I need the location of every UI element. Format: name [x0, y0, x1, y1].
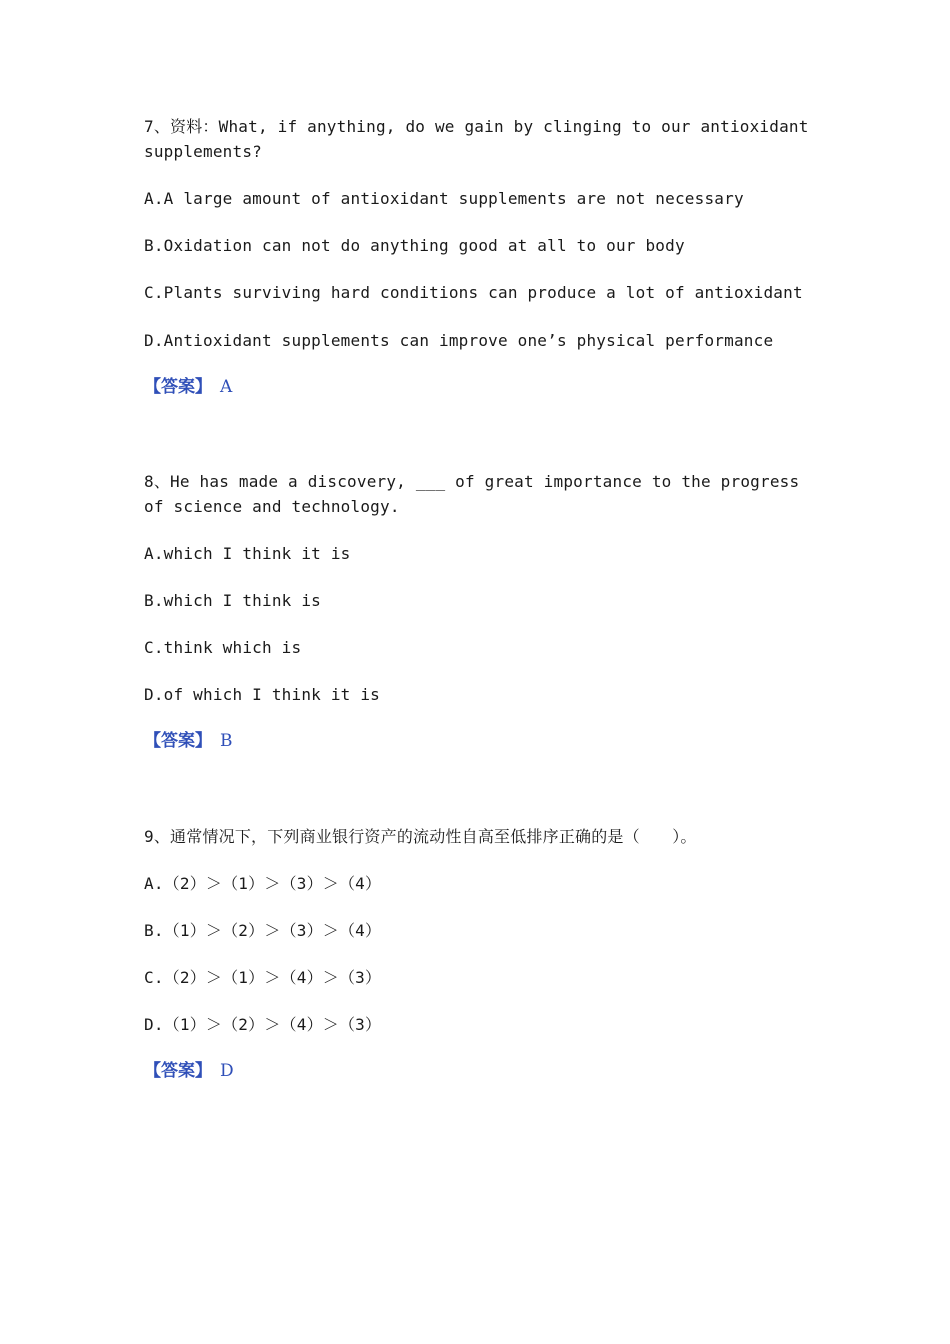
answer-line	[144, 729, 233, 754]
question-stem: 7、资料：What, if anything, do we gain by clinging to our antioxidant supplements?	[144, 117, 819, 161]
answer-line	[144, 375, 232, 400]
question-stem: 9、通常情况下，下列商业银行资产的流动性自高至低排序正确的是（ ）。	[144, 827, 697, 846]
option-d: D.of which I think it is	[144, 685, 380, 704]
question-7	[144, 114, 819, 397]
option-c: C.think which is	[144, 638, 302, 657]
option-a: A.which I think it is	[144, 544, 351, 563]
option-b: B.Oxidation can not do anything good at all to our body	[144, 236, 685, 255]
option-b: B.（1）＞（2）＞（3）＞（4）	[144, 921, 382, 940]
option-d: D.（1）＞（2）＞（4）＞（3）	[144, 1015, 382, 1034]
answer-value: D	[220, 1061, 234, 1081]
option-c: C.Plants surviving hard conditions can produce a lot of antioxidant	[144, 283, 803, 302]
option-d: D.Antioxidant supplements can improve one’s physical performance	[144, 331, 774, 350]
answer-value: A	[220, 377, 233, 397]
option-b: B.which I think is	[144, 591, 321, 610]
answer-line	[144, 1059, 234, 1084]
answer-label: 【答案】	[144, 731, 212, 751]
answer-label: 【答案】	[144, 377, 212, 397]
option-a: A.（2）＞（1）＞（3）＞（4）	[144, 874, 382, 893]
option-c: C.（2）＞（1）＞（4）＞（3）	[144, 968, 382, 987]
answer-label: 【答案】	[144, 1061, 212, 1081]
question-stem: 8、He has made a discovery, ___ of great importance to the progress of science and technology.	[144, 472, 810, 516]
question-8	[144, 469, 814, 751]
option-a: A.A large amount of antioxidant supplements are not necessary	[144, 189, 744, 208]
answer-value: B	[220, 731, 233, 751]
question-9	[144, 824, 814, 1081]
